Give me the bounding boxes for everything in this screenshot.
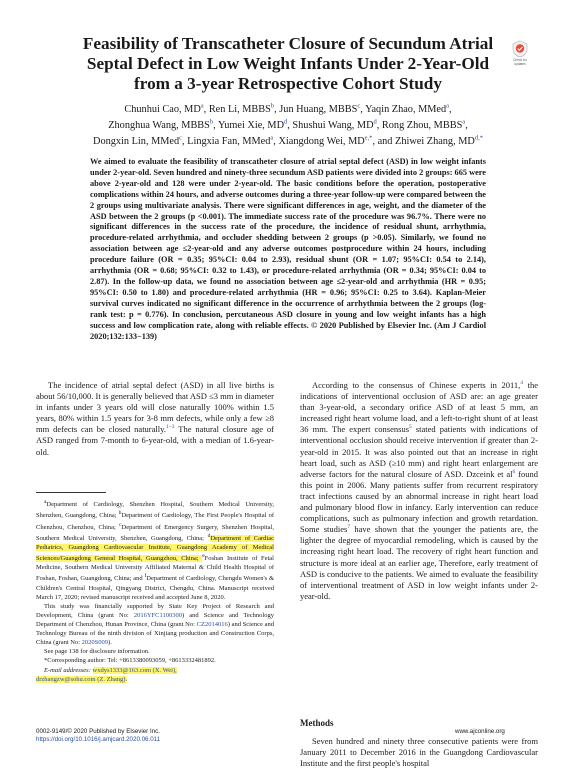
abstract — [90, 157, 486, 342]
author: Dongxin Lin, MMed$^c$, — [93, 134, 188, 147]
corresponding-author: *Corresponding author: Tel: +8613380093059, +8613332481892. — [44, 657, 216, 665]
disclosure-note: See page 138 for disclosure information. — [44, 648, 150, 656]
author: Zhonghua Wang, MBBS$^b$, — [108, 118, 218, 131]
methods-paragraph: Seven hundred and ninety three consecutive patients were from January 2011 to December 2016 in the Guangdong Cardiovascular Institute and the first people's hospital — [300, 736, 538, 769]
intro-paragraph: The incidence of atrial septal defect (ASD) in all live births is about 56/10,000. It is generally believed that ASD ≤3 mm in diameter in infants under 3 years old will close naturally 100% within 1.5 years, 80% within 1.5 years for 3-8 mm defects, while only a few ≥8 mm defects can be closed naturally.$^{1-3}$ The natural closure age of ASD ranged from 7-month to 6-year-old, with a median of 1.6-year-old. — [36, 380, 274, 457]
author: Chunhui Cao, $MD^a$, — [124, 102, 209, 115]
footnotes — [36, 498, 274, 684]
affiliations: $^a$Department of Cardiology, Shenzhen Hospital, Southern Medical University, Shenzhen, Guangdong, China; $^b$Department of Cardiology, The First People's Hospital of Chenzhou, Chenzhou, China; $^c$Department of Emergency Surgery, Shenzhen Hospital, Southern Medical University, Shenzhen, Guangdong, China; $^d$Department of Cardiac Pediatrics, Guangdong Cardiovascular Institute, Guangdong Academy of Medical Sciences/Guangdong General Hospital, Guangzhou, China; $^e$Foshan Institute of Fetal Medicine, Southern Medical University Affiliated Maternal & Child Health Hospital of Foshan, Foshan, Guangdong, China; and $^f$Department of Cardiology, Chengdu Women's & Children's Central Hospital, Qingyang District, Chengdu, China. Manuscript received March 17, 2020; revised manuscript received and accepted June 8, 2020. — [36, 499, 274, 601]
footer-left — [36, 728, 274, 745]
email-line: E-mail addresses: wxdys1333@163.com (X. Wei), drzhangzw@sohu.com (Z. Zhang). — [36, 666, 177, 683]
footnote-divider — [36, 492, 106, 493]
grant-link[interactable]: CZ2014016 — [196, 621, 228, 629]
author: Shushui Wang, $MD^d$, — [292, 118, 382, 131]
check-for-updates-icon — [512, 40, 528, 58]
email-link[interactable]: wxdys1333@163.com (X. Wei), — [92, 666, 177, 674]
author: Rong Zhou, MBBS$^a$, — [381, 118, 468, 131]
author: Xiangdong Wei, $MD^{e,*}$, — [278, 134, 378, 147]
journal-website[interactable]: www.ajconline.org — [455, 728, 505, 735]
email-link[interactable]: drzhangzw@sohu.com (Z. Zhang). — [36, 675, 127, 683]
author: Yaqin Zhao, MMed$^a$, — [365, 102, 452, 115]
intro-right-column — [300, 380, 538, 602]
copyright-line: © 2020 Published by Elsevier Inc. (Am J Cardiol 2020;132:133−139) — [90, 320, 487, 341]
doi-link[interactable]: https://doi.org/10.1016/j.amjcard.2020.06.011 — [36, 736, 161, 744]
author: Jun Huang, MBBS$^c$, — [279, 102, 366, 115]
author: Ren Li, MBBS$^b$, — [208, 102, 280, 115]
funding-statement: This study was financially supported by State Key Project of Research and Development, China (grant No: 2016YFC1100300) and Science and Technology Department of Chenzhou, Hunan Province, China (grant No: CZ2014016) and Science and Technology Bureau of the ninth division of Xinjiang production and Construction Corps, China (grant No: 2020S009). — [36, 602, 274, 647]
author: Yumei Xie, $MD^d$, — [217, 118, 293, 131]
citation-link[interactable]: 6 — [512, 468, 516, 475]
check-for-updates-badge[interactable] — [508, 40, 532, 68]
citation-link[interactable]: 1−3 — [165, 424, 175, 431]
citation-link[interactable]: 4 — [520, 380, 524, 387]
citation-link[interactable]: 5 — [409, 424, 412, 431]
grant-link[interactable]: 2016YFC1100300 — [133, 611, 182, 619]
abstract-text: We aimed to evaluate the feasibility of transcatheter closure of atrial septal defect (ASD) in low weight infants under 2-year-old. Seven hundred and ninety-three secundum ASD patients were divided into 2 groups: 665 were above 2-year-old and 128 were under 2-year-old. The basic conditions before the operation, postoperative complications within 24 hours, and adverse outcomes during a three-year follow-up were compared between the 2 groups using multivariate analysis. There were significant differences in age, weight, and the diameter of the ASD between the 2 groups (p <0.001). The immediate success rate of the procedure was 96.7%. There were no significant differences in the success rate of the procedure, the incidence of residual shunt, arrhythmia, procedure-related arrhythmia, and occluder shedding between 2 groups (p >0.05). Similarly, we found no association between age ≤2-year-old and any adverse outcomes postprocedure within 24 hours, including procedure failure (OR = 0.35; 95%CI: 0.04 to 2.93), residual shunt (OR = 1.07; 95%CI: 0.54 to 2.14), arrhythmia (OR = 0.68; 95%CI: 0.32 to 1.43), or procedure-related arrhythmia (OR = 0.34; 95%CI: 0.04 to 2.87). In the follow-up data, we found no association between age ≤2-year-old and arrhythmia (HR = 0.95; 95%CI: 0.50 to 1.80) and procedure-related arrhythmia (HR = 0.96; 95%CI: 0.25 to 3.64). Kaplan-Meier survival curves indicated no significant difference in the occurrence of arrhythmia between the 2 groups (log-rank test: p = 0.776). In conclusion, percutaneous ASD closure in young and low weight infants has a high success and low complication rate, along with reliable effects. — [90, 157, 486, 330]
citation-link[interactable]: 7 — [347, 524, 351, 531]
issn-line: 0002-9149/© 2020 Published by Elsevier Inc. — [36, 728, 160, 735]
author: and Zhiwei Zhang, $MD^{d,*}$ — [377, 134, 483, 147]
grant-link[interactable]: 2020S009 — [81, 639, 109, 647]
intro-left-column — [36, 380, 274, 458]
check-for-updates-label: Check for updates — [513, 58, 527, 66]
author: Lingxia Fan, MMed$^a$, — [187, 134, 279, 147]
author-list — [62, 102, 514, 150]
article-title: Feasibility of Transcatheter Closure of Secundum Atrial Septal Defect in Low Weight Infants Under 2-Year-Old from a 3-year Retrospective Cohort Study — [82, 34, 494, 93]
highlighted-affiliation: Department of Cardiac Pediatrics, Guangdong Cardiovascular Institute, Guangdong Academy of Medical Sciences/Guangdong General Hospital, Guangzhou, China; — [36, 534, 274, 563]
methods-heading: Methods — [300, 718, 334, 728]
intro-paragraph: According to the consensus of Chinese experts in 2011,$^4$ the indications of interventional occlusion of ASD are: an age greater than 3-year-old, a secondary orifice ASD of at least 5 mm, an increased right heart volume load, and a left-to-right shunt of at least 36 mm. The expert consensus$^5$ stated patients with indications of interventional occlusion should receive intervention if greater than 2-year-old in 2015. It was also pointed out that an increase in right heart load, such as ASD (≥10 mm) and right heart enlargement are adverse factors for the natural closure of ASD. Dzceink et $al^6$ found this point in 2006. Many patients suffer from recurrent respiratory tract infections caused by an abnormal increase in right heart load and pulmonary blood flow in infancy. Early intervention can reduce complications, such as pulmonary infection and growth retardation. Some studies$^7$ have shown that the younger the patients are, the lighter the degree of myocardial remodeling, which is caused by the increasing right heart load. The recovery of right heart function and structure is more ideal at an earlier age, Therefore, early treatment of ASD is conducive to the patients. We aimed to evaluate the feasibility of interventional treatment of ASD in low weight infants under 2-year-old. — [300, 380, 538, 601]
